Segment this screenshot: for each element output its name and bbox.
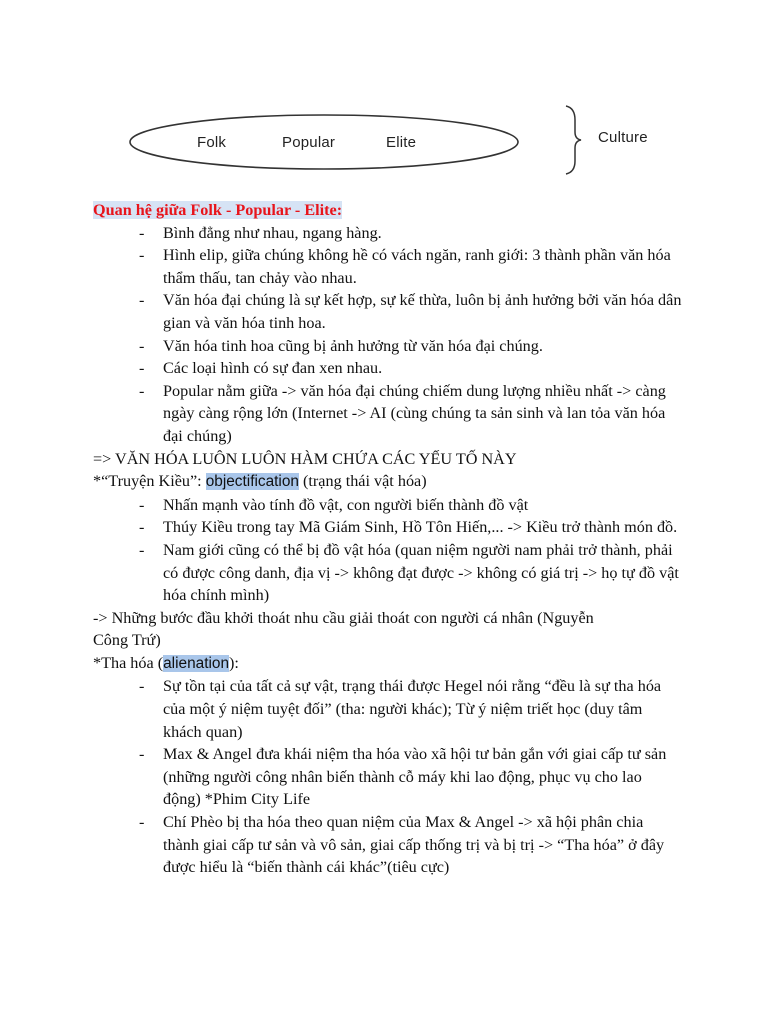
alienation-list (93, 675, 683, 878)
list-item: - Sự tồn tại của tất cả sự vật, trạng thái được Hegel nói rằng “đều là sự tha hóa của một ý niệm tuyệt đối” (tha: người khác); Từ ý niệm triết học (duy tâm khách quan) (93, 675, 683, 743)
list-item: - Max & Angel đưa khái niệm tha hóa vào xã hội tư bản gắn với giai cấp tư sản (những người công nhân biến thành cỗ máy khi lao động, phục vụ cho lao động) *Phim City Life (93, 743, 683, 811)
list-item: - Popular nằm giữa -> văn hóa đại chúng chiếm dung lượng nhiều nhất -> càng ngày càng rộng lớn (Internet -> AI (cùng chúng ta sản sinh và lan tỏa văn hóa đại chúng) (93, 380, 683, 448)
note-line: -> Những bước đầu khởi thoát nhu cầu giải thoát con người cá nhân (Nguyễn (93, 608, 594, 627)
list-item: - Văn hóa tinh hoa cũng bị ảnh hưởng từ văn hóa đại chúng. (93, 335, 683, 358)
diagram-shapes (0, 0, 768, 190)
list-item: - Hình elip, giữa chúng không hề có vách ngăn, ranh giới: 3 thành phần văn hóa thẩm thấu, tan chảy vào nhau. (93, 244, 683, 289)
label-culture: Culture (598, 129, 648, 146)
objectification-list (93, 494, 683, 607)
list-item: - Nhấn mạnh vào tính đồ vật, con người biến thành đồ vật (93, 494, 683, 517)
alienation-term: alienation (163, 654, 230, 672)
culture-diagram (0, 0, 768, 190)
label-folk: Folk (197, 134, 227, 151)
list-item: - Chí Phèo bị tha hóa theo quan niệm của Max & Angel -> xã hội phân chia thành giai cấp tư sản và vô sản, giai cấp thống trị và bị trị -> “Tha hóa” ở đây được hiểu là “biến thành cái khác”(tiêu cực) (93, 811, 683, 879)
objectification-term: objectification (205, 473, 299, 491)
list-item: - Các loại hình có sự đan xen nhau. (93, 357, 683, 380)
label-elite: Elite (386, 134, 417, 151)
relationship-list (93, 222, 683, 448)
tha-hoa-heading: *Tha hóa (alienation): (93, 653, 239, 672)
conclusion-line: => VĂN HÓA LUÔN LUÔN HÀM CHỨA CÁC YẾU TỐ NÀY (93, 449, 517, 468)
document-body (93, 199, 683, 879)
label-popular: Popular (282, 134, 336, 151)
list-item: - Văn hóa đại chúng là sự kết hợp, sự kế thừa, luôn bị ảnh hưởng bởi văn hóa dân gian và văn hóa tinh hoa. (93, 289, 683, 334)
note-line: Công Trứ) (93, 631, 161, 650)
list-item: - Bình đẳng như nhau, ngang hàng. (93, 222, 683, 245)
list-item: - Nam giới cũng có thể bị đồ vật hóa (quan niệm người nam phải trở thành, phải có được công danh, địa vị -> không đạt được -> không có giá trị -> họ tự đồ vật hóa chính mình) (93, 539, 683, 607)
list-item: - Thúy Kiều trong tay Mã Giám Sinh, Hồ Tôn Hiến,... -> Kiều trở thành món đồ. (93, 516, 683, 539)
curly-brace (566, 106, 581, 174)
section-heading: Quan hệ giữa Folk - Popular - Elite: (93, 201, 343, 219)
kieu-heading: *“Truyện Kiều”: objectification (trạng thái vật hóa) (93, 472, 427, 491)
